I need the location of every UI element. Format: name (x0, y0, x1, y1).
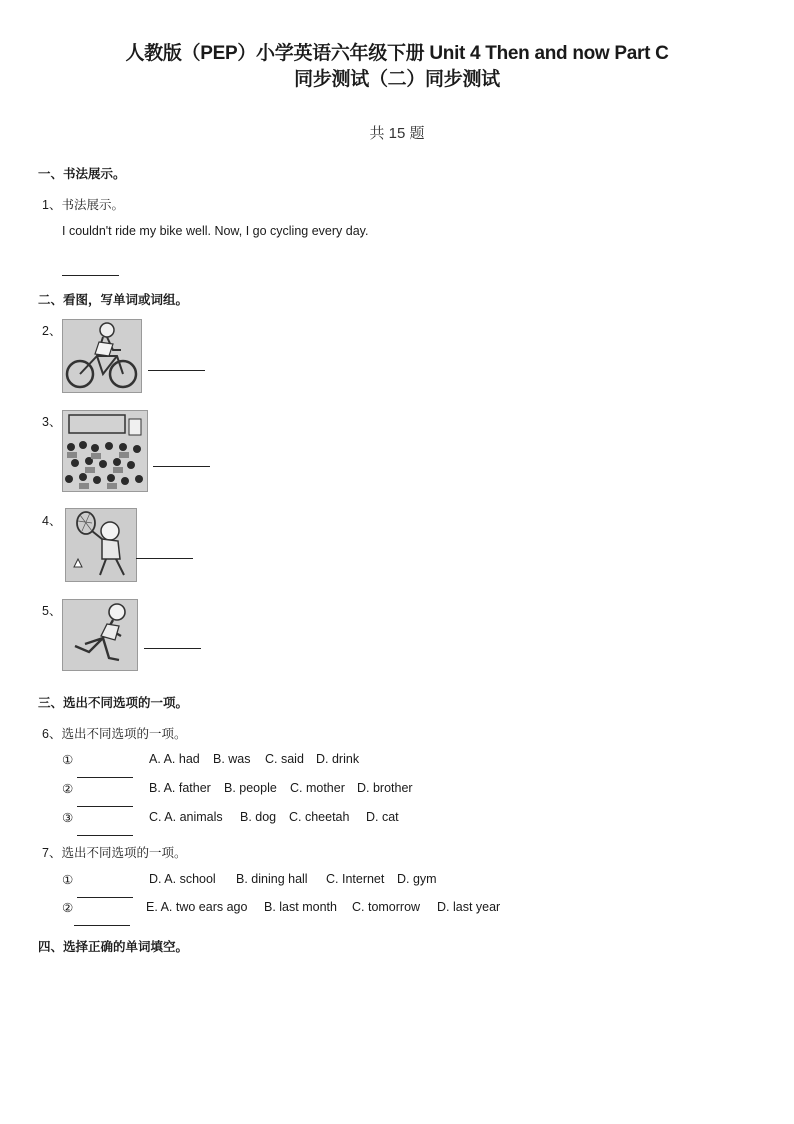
question-4-number: 4、 (42, 514, 62, 528)
section-heading-4: 四、选择正确的单词填空。 (38, 940, 189, 954)
q7-row-1-option-b: B. dining hall (236, 872, 308, 886)
q6-row-1-option-a: A. A. had (149, 752, 200, 766)
q7-row-2-option-c: C. tomorrow (352, 900, 421, 914)
question-count: 共 15 题 (369, 125, 425, 142)
page-title-line1: 人教版（PEP）小学英语六年级下册 Unit 4 Then and now Part C (125, 43, 669, 64)
q7-row-2 (62, 900, 73, 915)
question-7 (42, 843, 186, 861)
question-1 (42, 195, 124, 213)
question-number: 6、 (42, 727, 62, 741)
q6-row-1-option-d: D. drink (316, 752, 360, 766)
question-prompt: 书法展示。 (61, 198, 124, 212)
q1-sentence: I couldn't ride my bike well. Now, I go cycling every day. (62, 224, 369, 238)
q6-row-3-option-a: C. A. animals (149, 810, 223, 824)
q7-row-2-option-b: B. last month (264, 900, 337, 914)
q7-row-2-option-d: D. last year (437, 900, 501, 914)
q1-answer-blank[interactable] (62, 263, 119, 281)
q7-row-1-option-d: D. gym (397, 872, 437, 886)
q6-row-1 (62, 752, 73, 767)
q7-row-2-option-a: E. A. two ears ago (146, 900, 248, 914)
question-2-number: 2、 (42, 324, 62, 338)
q6-row-2 (62, 781, 73, 796)
q6-row-1-blank[interactable] (77, 765, 133, 783)
q7-row-1-option-c: C. Internet (326, 872, 385, 886)
q6-row-3-option-c: C. cheetah (289, 810, 350, 824)
row-marker: ① (62, 873, 74, 887)
question-prompt: 选出不同选项的一项。 (61, 846, 187, 860)
section-heading-3: 三、选出不同选项的一项。 (38, 696, 189, 710)
q3-answer-blank[interactable] (153, 454, 210, 472)
q6-row-1-option-b: B. was (213, 752, 251, 766)
q6-row-2-blank[interactable] (77, 794, 133, 812)
section-heading-2: 二、看图，写单词或词组。 (38, 293, 189, 307)
row-marker: ② (62, 901, 74, 915)
question-5-number: 5、 (42, 604, 62, 618)
q6-row-3-blank[interactable] (77, 823, 133, 841)
page-title-line2: 同步测试（二）同步测试 (294, 69, 500, 90)
question-number: 7、 (42, 846, 62, 860)
q6-row-1-option-c: C. said (265, 752, 304, 766)
row-marker: ③ (62, 811, 74, 825)
question-number: 1、 (42, 198, 62, 212)
q7-row-1-blank[interactable] (77, 885, 133, 903)
row-marker: ① (62, 753, 74, 767)
question-6 (42, 724, 186, 742)
q6-row-3-option-b: B. dog (240, 810, 277, 824)
q6-row-2-option-c: C. mother (290, 781, 345, 795)
q4-answer-blank[interactable] (136, 546, 193, 564)
q5-answer-blank[interactable] (144, 636, 201, 654)
section-heading-1: 一、书法展示。 (38, 167, 126, 181)
q2-answer-blank[interactable] (148, 358, 205, 376)
child-running-icon (62, 599, 138, 671)
q6-row-2-option-d: D. brother (357, 781, 413, 795)
q7-row-2-blank[interactable] (74, 913, 130, 931)
question-3-number: 3、 (42, 415, 62, 429)
crowd-in-dining-hall-icon (62, 410, 148, 492)
girl-riding-bike-icon (62, 319, 142, 393)
question-prompt: 选出不同选项的一项。 (61, 727, 187, 741)
q6-row-2-option-a: B. A. father (149, 781, 211, 795)
q6-row-3-option-d: D. cat (366, 810, 399, 824)
girl-playing-badminton-icon (65, 508, 137, 582)
q7-row-1-option-a: D. A. school (149, 872, 216, 886)
q7-row-1 (62, 872, 73, 887)
q6-row-2-option-b: B. people (224, 781, 277, 795)
q6-row-3 (62, 810, 73, 825)
row-marker: ② (62, 782, 74, 796)
